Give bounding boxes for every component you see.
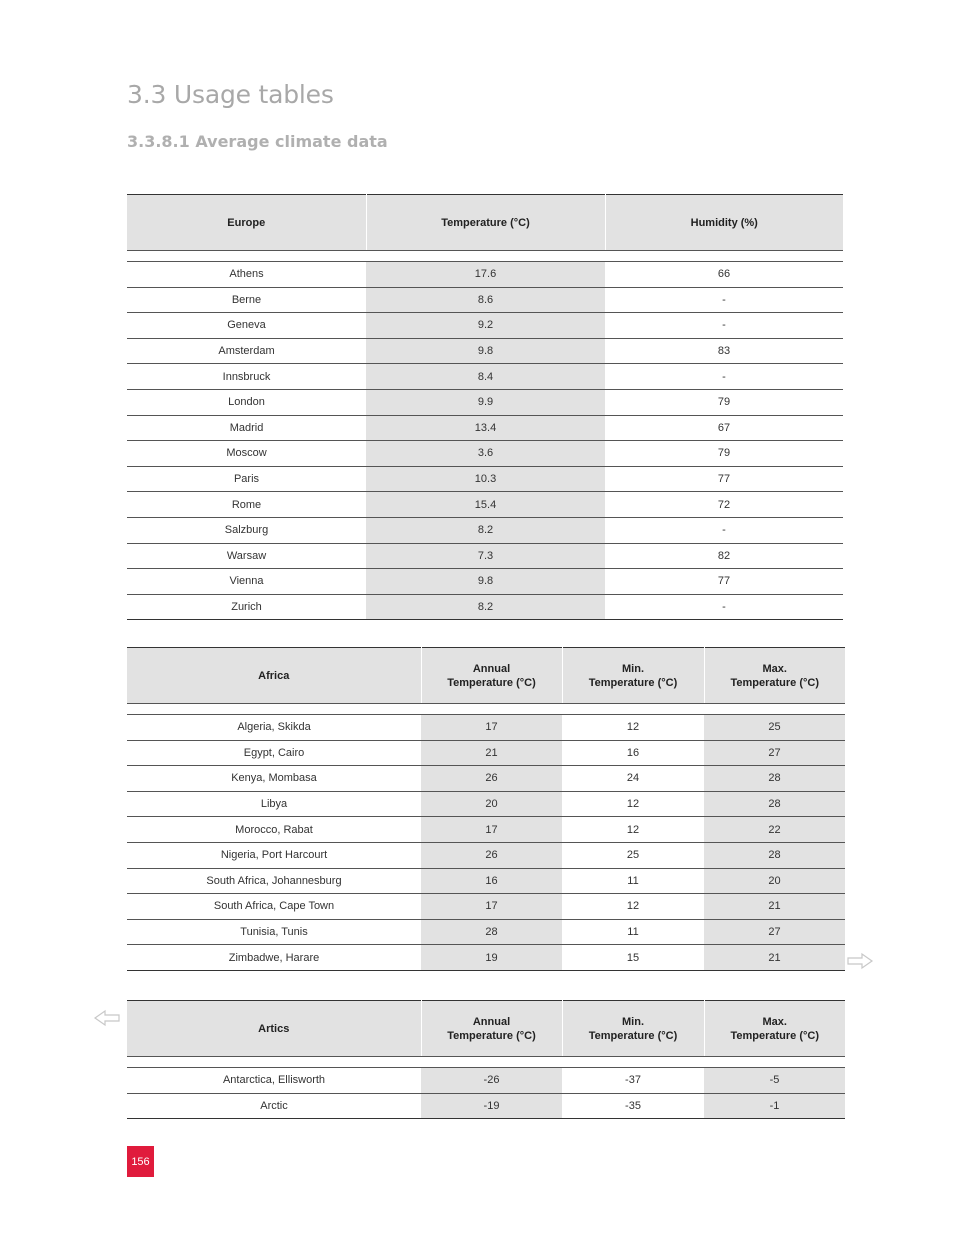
value-cell: 20 [421, 791, 562, 817]
europe-table-body [127, 251, 843, 620]
value-cell: 9.2 [366, 313, 605, 339]
location-cell: Tunisia, Tunis [127, 919, 421, 945]
location-cell: Zurich [127, 594, 366, 620]
europe-table-row [127, 492, 843, 518]
value-cell: 27 [704, 740, 845, 766]
value-cell: - [605, 364, 843, 390]
europe-table-row [127, 364, 843, 390]
value-cell: 19 [421, 945, 562, 971]
header-europe: Europe [127, 195, 366, 251]
spacer-cell [127, 1057, 845, 1068]
location-cell: Paris [127, 466, 366, 492]
section-subtitle: 3.3.8.1 Average climate data [127, 132, 388, 151]
value-cell: 21 [704, 894, 845, 920]
africa-climate-table [127, 647, 845, 971]
value-cell: -19 [421, 1093, 562, 1119]
africa-table-body [127, 704, 845, 971]
value-cell: 3.6 [366, 441, 605, 467]
location-cell: Athens [127, 262, 366, 288]
table-spacer-row [127, 1057, 845, 1068]
value-cell: -5 [704, 1068, 845, 1094]
location-cell: Arctic [127, 1093, 421, 1119]
europe-table-row [127, 415, 843, 441]
table-spacer-row [127, 704, 845, 715]
africa-table-row [127, 894, 845, 920]
value-cell: 25 [704, 715, 845, 741]
location-cell: Zimbadwe, Harare [127, 945, 421, 971]
artics-table-body [127, 1057, 845, 1119]
value-cell: 8.2 [366, 594, 605, 620]
value-cell: 15.4 [366, 492, 605, 518]
table-spacer-row [127, 251, 843, 262]
value-cell: 21 [421, 740, 562, 766]
arrow-left-outline-icon[interactable] [93, 1009, 121, 1027]
value-cell: 24 [562, 766, 704, 792]
value-cell: 12 [562, 791, 704, 817]
location-cell: South Africa, Johannesburg [127, 868, 421, 894]
location-cell: South Africa, Cape Town [127, 894, 421, 920]
europe-climate-table [127, 194, 843, 620]
africa-table-row [127, 817, 845, 843]
value-cell: 79 [605, 441, 843, 467]
location-cell: Moscow [127, 441, 366, 467]
africa-table-row [127, 945, 845, 971]
page-number: 156 [131, 1155, 150, 1168]
value-cell: 9.8 [366, 338, 605, 364]
value-cell: 20 [704, 868, 845, 894]
value-cell: 12 [562, 715, 704, 741]
europe-table-row [127, 543, 843, 569]
value-cell: 16 [562, 740, 704, 766]
value-cell: 13.4 [366, 415, 605, 441]
africa-table-row [127, 766, 845, 792]
africa-table-row [127, 715, 845, 741]
value-cell: 11 [562, 919, 704, 945]
europe-table-row [127, 594, 843, 620]
location-cell: Geneva [127, 313, 366, 339]
artics-climate-table [127, 1000, 845, 1119]
spacer-cell [127, 704, 845, 715]
header-artics: Artics [127, 1001, 421, 1057]
location-cell: Libya [127, 791, 421, 817]
africa-table-row [127, 868, 845, 894]
value-cell: - [605, 517, 843, 543]
artics-table-row [127, 1068, 845, 1094]
value-cell: 79 [605, 389, 843, 415]
header-max-temperature: Max. Temperature (°C) [704, 648, 845, 704]
value-cell: 83 [605, 338, 843, 364]
location-cell: Salzburg [127, 517, 366, 543]
value-cell: 9.8 [366, 569, 605, 595]
europe-table-row [127, 569, 843, 595]
value-cell: 15 [562, 945, 704, 971]
location-cell: Warsaw [127, 543, 366, 569]
value-cell: 10.3 [366, 466, 605, 492]
value-cell: 17 [421, 817, 562, 843]
value-cell: 28 [704, 791, 845, 817]
europe-table-row [127, 262, 843, 288]
europe-table-row [127, 338, 843, 364]
value-cell: 28 [421, 919, 562, 945]
value-cell: 67 [605, 415, 843, 441]
value-cell: 12 [562, 817, 704, 843]
europe-table-row [127, 441, 843, 467]
africa-table-row [127, 740, 845, 766]
africa-table-row [127, 791, 845, 817]
value-cell: 16 [421, 868, 562, 894]
value-cell: 17.6 [366, 262, 605, 288]
value-cell: 77 [605, 569, 843, 595]
value-cell: 25 [562, 842, 704, 868]
page-number-badge [127, 1146, 154, 1177]
location-cell: Morocco, Rabat [127, 817, 421, 843]
europe-table-row [127, 517, 843, 543]
europe-table-row [127, 313, 843, 339]
header-min-temperature: Min. Temperature (°C) [562, 648, 704, 704]
value-cell: -1 [704, 1093, 845, 1119]
location-cell: Algeria, Skikda [127, 715, 421, 741]
value-cell: 11 [562, 868, 704, 894]
value-cell: 28 [704, 842, 845, 868]
value-cell: 72 [605, 492, 843, 518]
location-cell: Kenya, Mombasa [127, 766, 421, 792]
value-cell: 9.9 [366, 389, 605, 415]
value-cell: - [605, 594, 843, 620]
header-max-temperature: Max. Temperature (°C) [704, 1001, 845, 1057]
value-cell: 28 [704, 766, 845, 792]
africa-table-row [127, 842, 845, 868]
header-annual-temperature: Annual Temperature (°C) [421, 1001, 562, 1057]
location-cell: London [127, 389, 366, 415]
value-cell: 27 [704, 919, 845, 945]
header-humidity: Humidity (%) [605, 195, 843, 251]
europe-table-row [127, 466, 843, 492]
europe-table-row [127, 389, 843, 415]
value-cell: 66 [605, 262, 843, 288]
arrow-right-outline-icon[interactable] [846, 952, 874, 970]
value-cell: 77 [605, 466, 843, 492]
location-cell: Madrid [127, 415, 366, 441]
location-cell: Nigeria, Port Harcourt [127, 842, 421, 868]
header-annual-temperature: Annual Temperature (°C) [421, 648, 562, 704]
value-cell: - [605, 313, 843, 339]
value-cell: 22 [704, 817, 845, 843]
location-cell: Egypt, Cairo [127, 740, 421, 766]
spacer-cell [127, 251, 843, 262]
value-cell: 8.2 [366, 517, 605, 543]
location-cell: Vienna [127, 569, 366, 595]
europe-table-row [127, 287, 843, 313]
value-cell: -26 [421, 1068, 562, 1094]
location-cell: Berne [127, 287, 366, 313]
value-cell: 26 [421, 766, 562, 792]
location-cell: Rome [127, 492, 366, 518]
value-cell: 26 [421, 842, 562, 868]
value-cell: 82 [605, 543, 843, 569]
header-africa: Africa [127, 648, 421, 704]
location-cell: Antarctica, Ellisworth [127, 1068, 421, 1094]
artics-table-row [127, 1093, 845, 1119]
value-cell: 21 [704, 945, 845, 971]
africa-table-row [127, 919, 845, 945]
value-cell: 8.6 [366, 287, 605, 313]
value-cell: -35 [562, 1093, 704, 1119]
value-cell: - [605, 287, 843, 313]
value-cell: 7.3 [366, 543, 605, 569]
header-temperature: Temperature (°C) [366, 195, 605, 251]
location-cell: Innsbruck [127, 364, 366, 390]
value-cell: 17 [421, 715, 562, 741]
value-cell: 17 [421, 894, 562, 920]
value-cell: 12 [562, 894, 704, 920]
value-cell: -37 [562, 1068, 704, 1094]
header-min-temperature: Min. Temperature (°C) [562, 1001, 704, 1057]
value-cell: 8.4 [366, 364, 605, 390]
page-title: 3.3 Usage tables [127, 80, 334, 109]
location-cell: Amsterdam [127, 338, 366, 364]
